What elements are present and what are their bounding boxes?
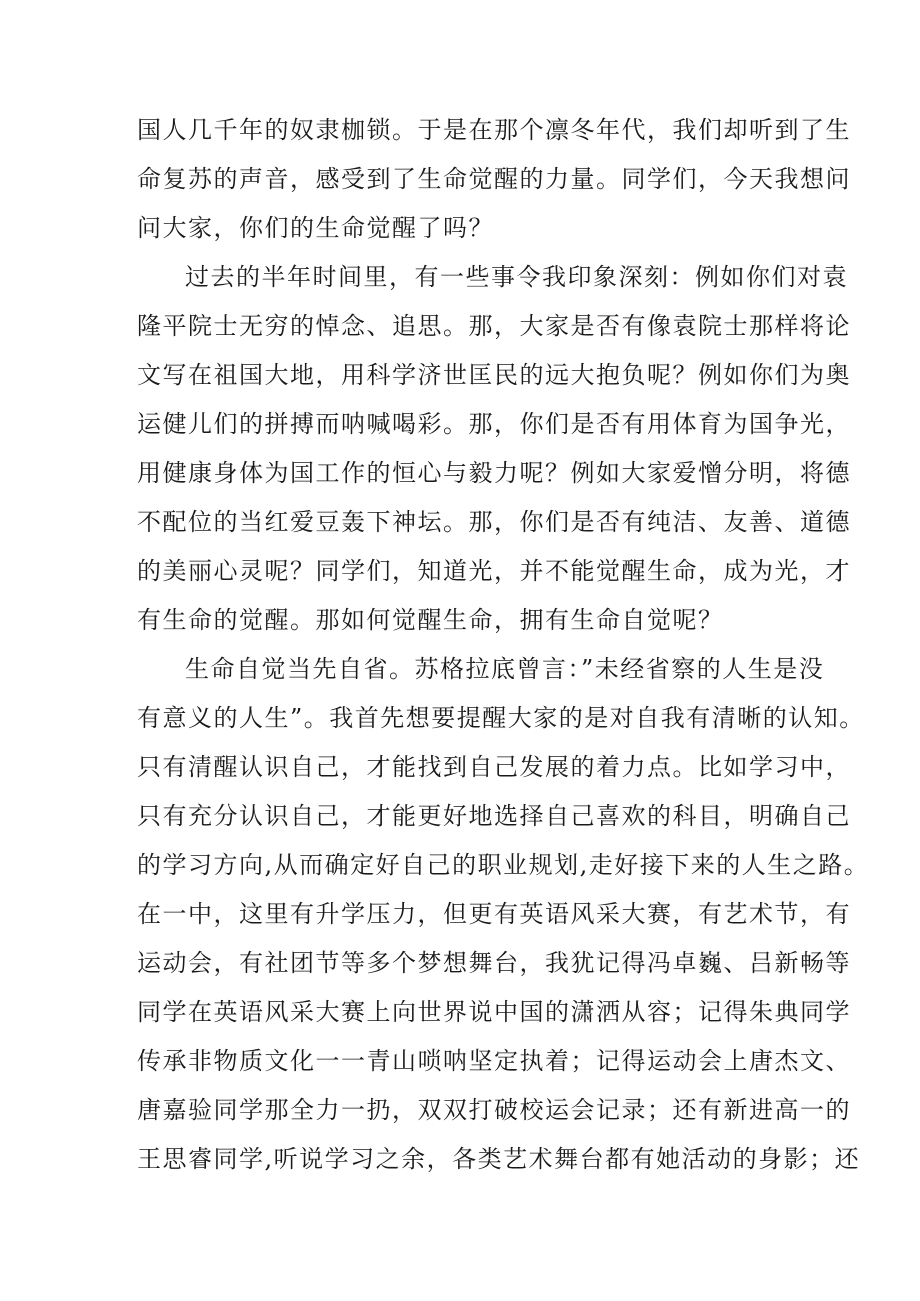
paragraph-line: 国人几千年的奴隶枷锁。于是在那个凛冬年代，我们却听到了生 — [137, 116, 851, 144]
paragraph-line: 只有充分认识自己，才能更好地选择自己喜欢的科目，明确自己 — [137, 802, 851, 830]
paragraph-line: 的学习方向,从而确定好自己的职业规划,走好接下来的人生之路。 — [137, 851, 870, 879]
paragraph-1 — [137, 106, 851, 253]
paragraph-line: 有生命的觉醒。那如何觉醒生命，拥有生命自觉呢？ — [137, 606, 724, 634]
paragraph-line: 文写在祖国大地，用科学济世匡民的远大抱负呢？例如你们为奥 — [137, 361, 851, 389]
paragraph-line: 生命自觉当先自省。苏格拉底曾言：”未经省察的人生是没 — [185, 655, 825, 683]
paragraph-line: 同学在英语风采大赛上向世界说中国的潇洒从容；记得朱典同学 — [137, 998, 851, 1026]
paragraph-line: 问大家，你们的生命觉醒了吗？ — [137, 214, 494, 242]
paragraph-line: 隆平院士无穷的悼念、追思。那，大家是否有像袁院士那样将论 — [137, 312, 851, 340]
paragraph-line: 在一中，这里有升学压力，但更有英语风采大赛，有艺术节，有 — [137, 900, 851, 928]
paragraph-line: 的美丽心灵呢？同学们，知道光，并不能觉醒生命，成为光，才 — [137, 557, 851, 585]
paragraph-line: 运健儿们的拼搏而呐喊喝彩。那，你们是否有用体育为国争光， — [137, 410, 851, 438]
paragraph-3 — [137, 645, 870, 1184]
document-body — [137, 106, 870, 1184]
paragraph-line: 过去的半年时间里，有一些事令我印象深刻：例如你们对袁 — [185, 263, 848, 291]
paragraph-line: 只有清醒认识自己，才能找到自己发展的着力点。比如学习中， — [137, 753, 851, 781]
paragraph-line: 命复苏的声音，感受到了生命觉醒的力量。同学们，今天我想问 — [137, 165, 851, 193]
paragraph-line: 王思睿同学,听说学习之余，各类艺术舞台都有她活动的身影；还 — [137, 1145, 861, 1173]
paragraph-line: 传承非物质文化一一青山唢呐坚定执着；记得运动会上唐杰文、 — [137, 1047, 851, 1075]
paragraph-line: 有意义的人生”。我首先想要提醒大家的是对自我有清晰的认知。 — [137, 704, 865, 732]
paragraph-line: 不配位的当红爱豆轰下神坛。那，你们是否有纯洁、友善、道德 — [137, 508, 851, 536]
paragraph-2 — [137, 253, 851, 645]
paragraph-line: 运动会，有社团节等多个梦想舞台，我犹记得冯卓巍、吕新畅等 — [137, 949, 851, 977]
paragraph-line: 唐嘉验同学那全力一扔，双双打破校运会记录；还有新进高一的 — [137, 1096, 851, 1124]
paragraph-line: 用健康身体为国工作的恒心与毅力呢？例如大家爱憎分明，将德 — [137, 459, 851, 487]
